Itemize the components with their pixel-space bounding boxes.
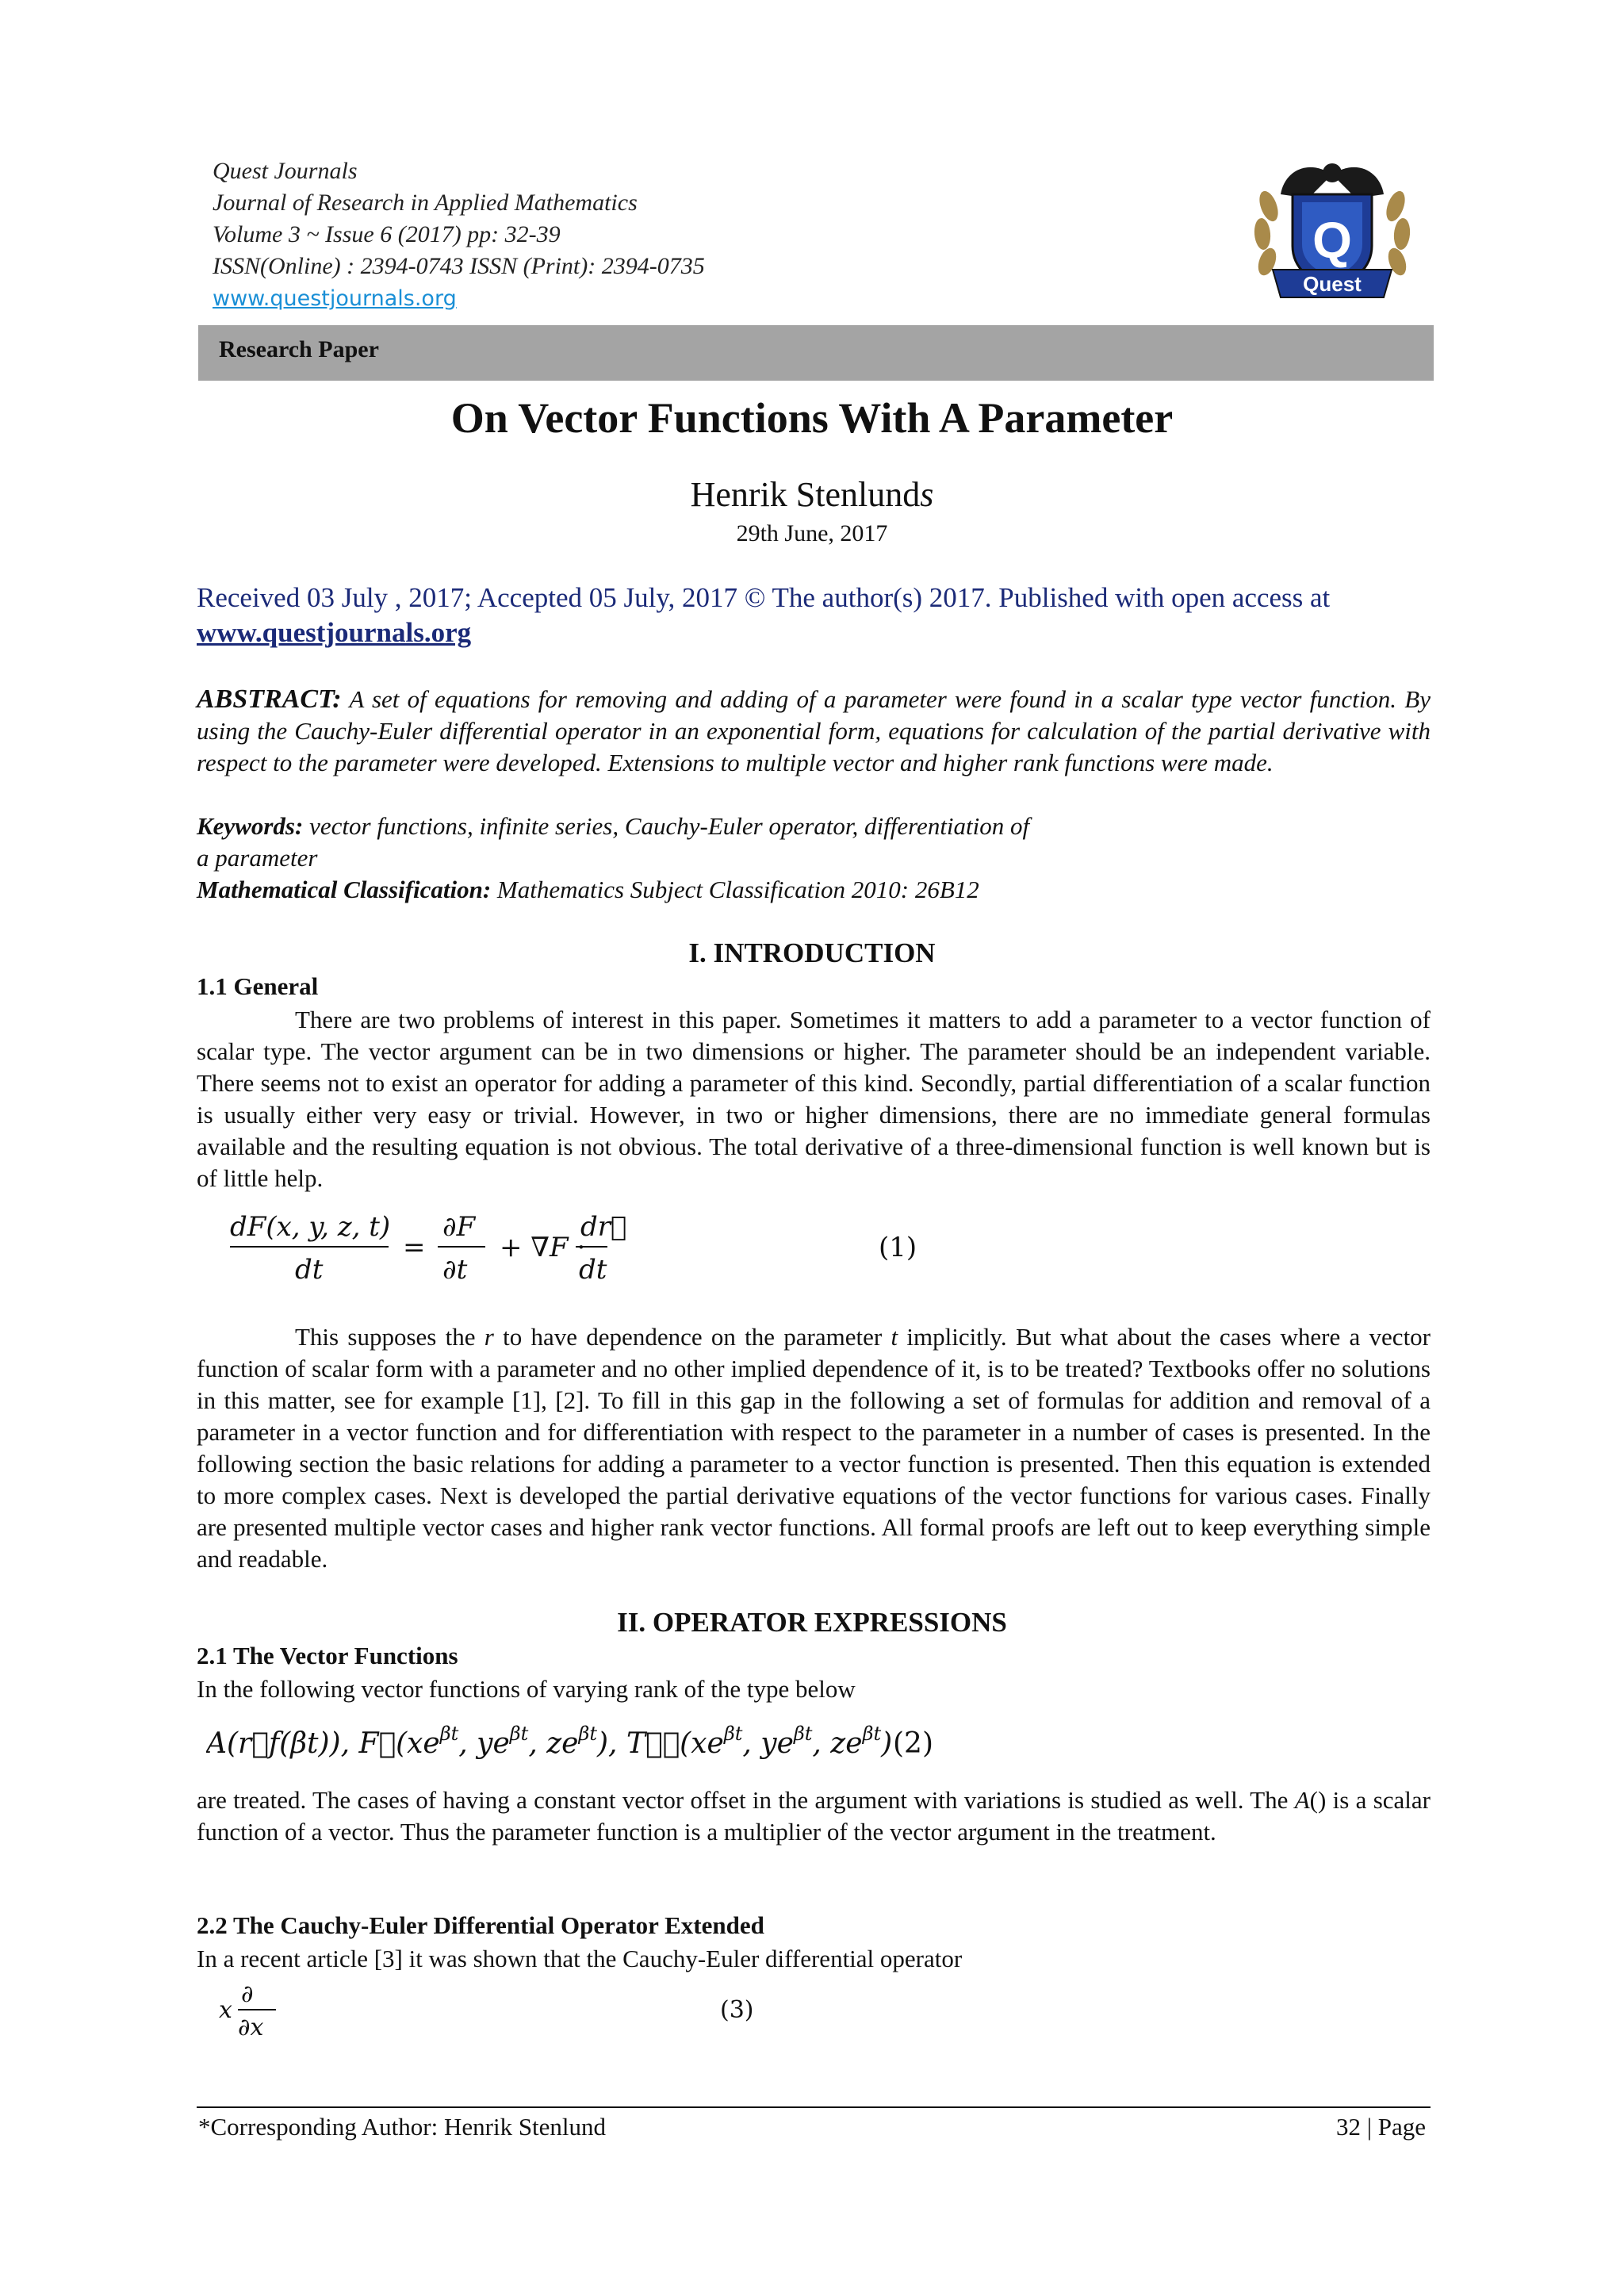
journal-name: Journal of Research in Applied Mathematics — [213, 190, 638, 216]
svg-text:∂: ∂ — [241, 1980, 254, 2008]
classification-line — [197, 874, 979, 906]
svg-text:x: x — [219, 1996, 232, 2024]
paper-title: On Vector Functions With A Parameter — [450, 394, 1174, 442]
svg-text:∂t: ∂t — [442, 1254, 468, 1286]
equation-3-number: (3) — [720, 1996, 754, 2024]
abstract-label: ABSTRACT: — [197, 684, 342, 714]
equation-2-number: (2) — [893, 1727, 933, 1760]
subsection-cauchy-euler: 2.2 The Cauchy-Euler Differential Operator Extended — [197, 1911, 764, 1939]
paragraph-recent-article: In a recent article [3] it was shown that the Cauchy-Euler differential operator — [197, 1945, 963, 1972]
logo-letter: Q — [1312, 212, 1352, 269]
svg-text:∂x: ∂x — [238, 2014, 264, 2041]
svg-text:dt: dt — [295, 1254, 324, 1286]
received-notice — [197, 581, 1434, 650]
journal-publisher: Quest Journals — [213, 158, 358, 184]
paper-type-bar — [198, 325, 1434, 381]
section-introduction: I. INTRODUCTION — [688, 937, 936, 968]
footer-divider — [197, 2106, 1431, 2108]
svg-text:=: = — [403, 1232, 426, 1263]
footer-page-number: 32 | Page — [1336, 2113, 1426, 2141]
received-link[interactable]: www.questjournals.org — [197, 617, 472, 648]
svg-text:dr⃗: dr⃗ — [580, 1211, 627, 1243]
p4-A-symbol: A — [1294, 1786, 1310, 1814]
section-operator-expressions: II. OPERATOR EXPRESSIONS — [617, 1607, 1007, 1638]
paragraph-general: There are two problems of interest in this paper. Sometimes it matters to add a parameter to a vector function of scalar type. The vector argument can be in two dimensions or higher. The parameter should be an independent variable. There seems not to exist an operator for adding a parameter of this kind. Secondly, partial differentiation of a scalar function is usually either very easy or trivial. However, in two or higher dimensions, there are no immediate general formulas available and the resulting equation is not obvious. The total derivative of a three-dimensional function is well known but is of little help. — [197, 1006, 1431, 1192]
equation-1 — [230, 1205, 944, 1293]
equation-3 — [216, 1978, 771, 2049]
p2-text-b: to have dependence on the parameter — [493, 1323, 891, 1351]
received-text: Received 03 July , 2017; Accepted 05 July, 2017 © The author(s) 2017. Published with open access at — [197, 582, 1331, 613]
paper-date: 29th June, 2017 — [736, 520, 888, 546]
classification-label: Mathematical Classification: — [197, 876, 492, 903]
journal-url-link[interactable]: www.questjournals.org — [213, 286, 457, 311]
logo-text: Quest — [1303, 272, 1362, 296]
keywords-text-1: vector functions, infinite series, Cauchy-Euler operator, differentiation of — [303, 812, 1030, 840]
paper-type-label: Research Paper — [219, 336, 379, 362]
p2-r-symbol: r — [484, 1323, 494, 1351]
footer-corresponding-author: *Corresponding Author: Henrik Stenlund — [198, 2113, 607, 2141]
p2-t-symbol: t — [891, 1323, 898, 1351]
author-suffix: s — [920, 475, 934, 514]
paragraph-treated — [197, 1784, 1431, 1848]
subsection-vector-functions: 2.1 The Vector Functions — [197, 1642, 458, 1669]
p4-text-b: () is a scalar function of a vector. Thus the parameter function is a multiplier of the vector argument in the treatment. — [197, 1786, 1431, 1846]
keywords-label: Keywords: — [197, 812, 304, 840]
quest-logo — [1245, 151, 1419, 309]
p4-text-a: are treated. The cases of having a constant vector offset in the argument with variations is studied as well. The — [197, 1786, 1295, 1814]
author-main: Henrik Stenlund — [690, 475, 921, 514]
p2-text-a: This supposes the — [295, 1323, 485, 1351]
classification-text: Mathematics Subject Classification 2010: 26B12 — [491, 876, 979, 903]
paragraph-following: In the following vector functions of varying rank of the type below — [197, 1675, 856, 1703]
equation-1-number: (1) — [879, 1232, 917, 1263]
svg-text:+ ∇F ·: + ∇F · — [500, 1232, 586, 1263]
subsection-general: 1.1 General — [197, 972, 319, 1000]
svg-text:dt: dt — [579, 1254, 607, 1286]
journal-volume: Volume 3 ~ Issue 6 (2017) pp: 32-39 — [213, 221, 561, 247]
svg-text:A(r⃗f(βt)), F⃗(xeβt, yeβt, zeβ: A(r⃗f(βt)), $F⃗(xe^{\beta t}$, $ye^{\beta t}$, $ze^{\beta t}$), $T⃗⃗(xe^{\beta t}$, $ye^{\beta t}$, $ze^{\beta t}$) — [206, 1723, 893, 1760]
keywords-line1 — [197, 811, 1029, 842]
keywords-line2: a parameter — [197, 844, 318, 872]
abstract — [197, 684, 1431, 779]
equation-2 — [206, 1713, 967, 1769]
svg-text:∂F: ∂F — [442, 1211, 476, 1243]
author-name — [0, 474, 1624, 515]
p2-text-c: implicitly. But what about the cases where a vector function of scalar form with a parameter and no other implied dependence of it, is to be treated? Textbooks offer no solutions in this matter, see for example [1], [2]. To fill in this gap in the following a set of formulas for addition and removal of a parameter in a vector function and for differentiation with respect to the parameter in a number of cases is presented. In the following section the basic relations for adding a parameter to a vector function is presented. Then this equation is extended to more complex cases. Next is developed the partial derivative equations of the vector functions for various cases. Finally are presented multiple vector cases and higher rank vector functions. All formal proofs are left out to keep everything simple and readable. — [197, 1323, 1431, 1573]
paragraph-supposes — [197, 1321, 1431, 1575]
journal-url-line — [213, 282, 457, 315]
journal-issn: ISSN(Online) : 2394-0743 ISSN (Print): 2394-0735 — [213, 253, 705, 279]
abstract-text: A set of equations for removing and adding of a parameter were found in a scalar type vector function. By using the Cauchy-Euler differential operator in an exponential form, equations for calculation of the partial derivative with respect to the parameter were developed. Extensions to multiple vector and higher rank functions were made. — [197, 685, 1431, 776]
svg-text:dF(x, y, z, t): dF(x, y, z, t) — [230, 1211, 391, 1243]
